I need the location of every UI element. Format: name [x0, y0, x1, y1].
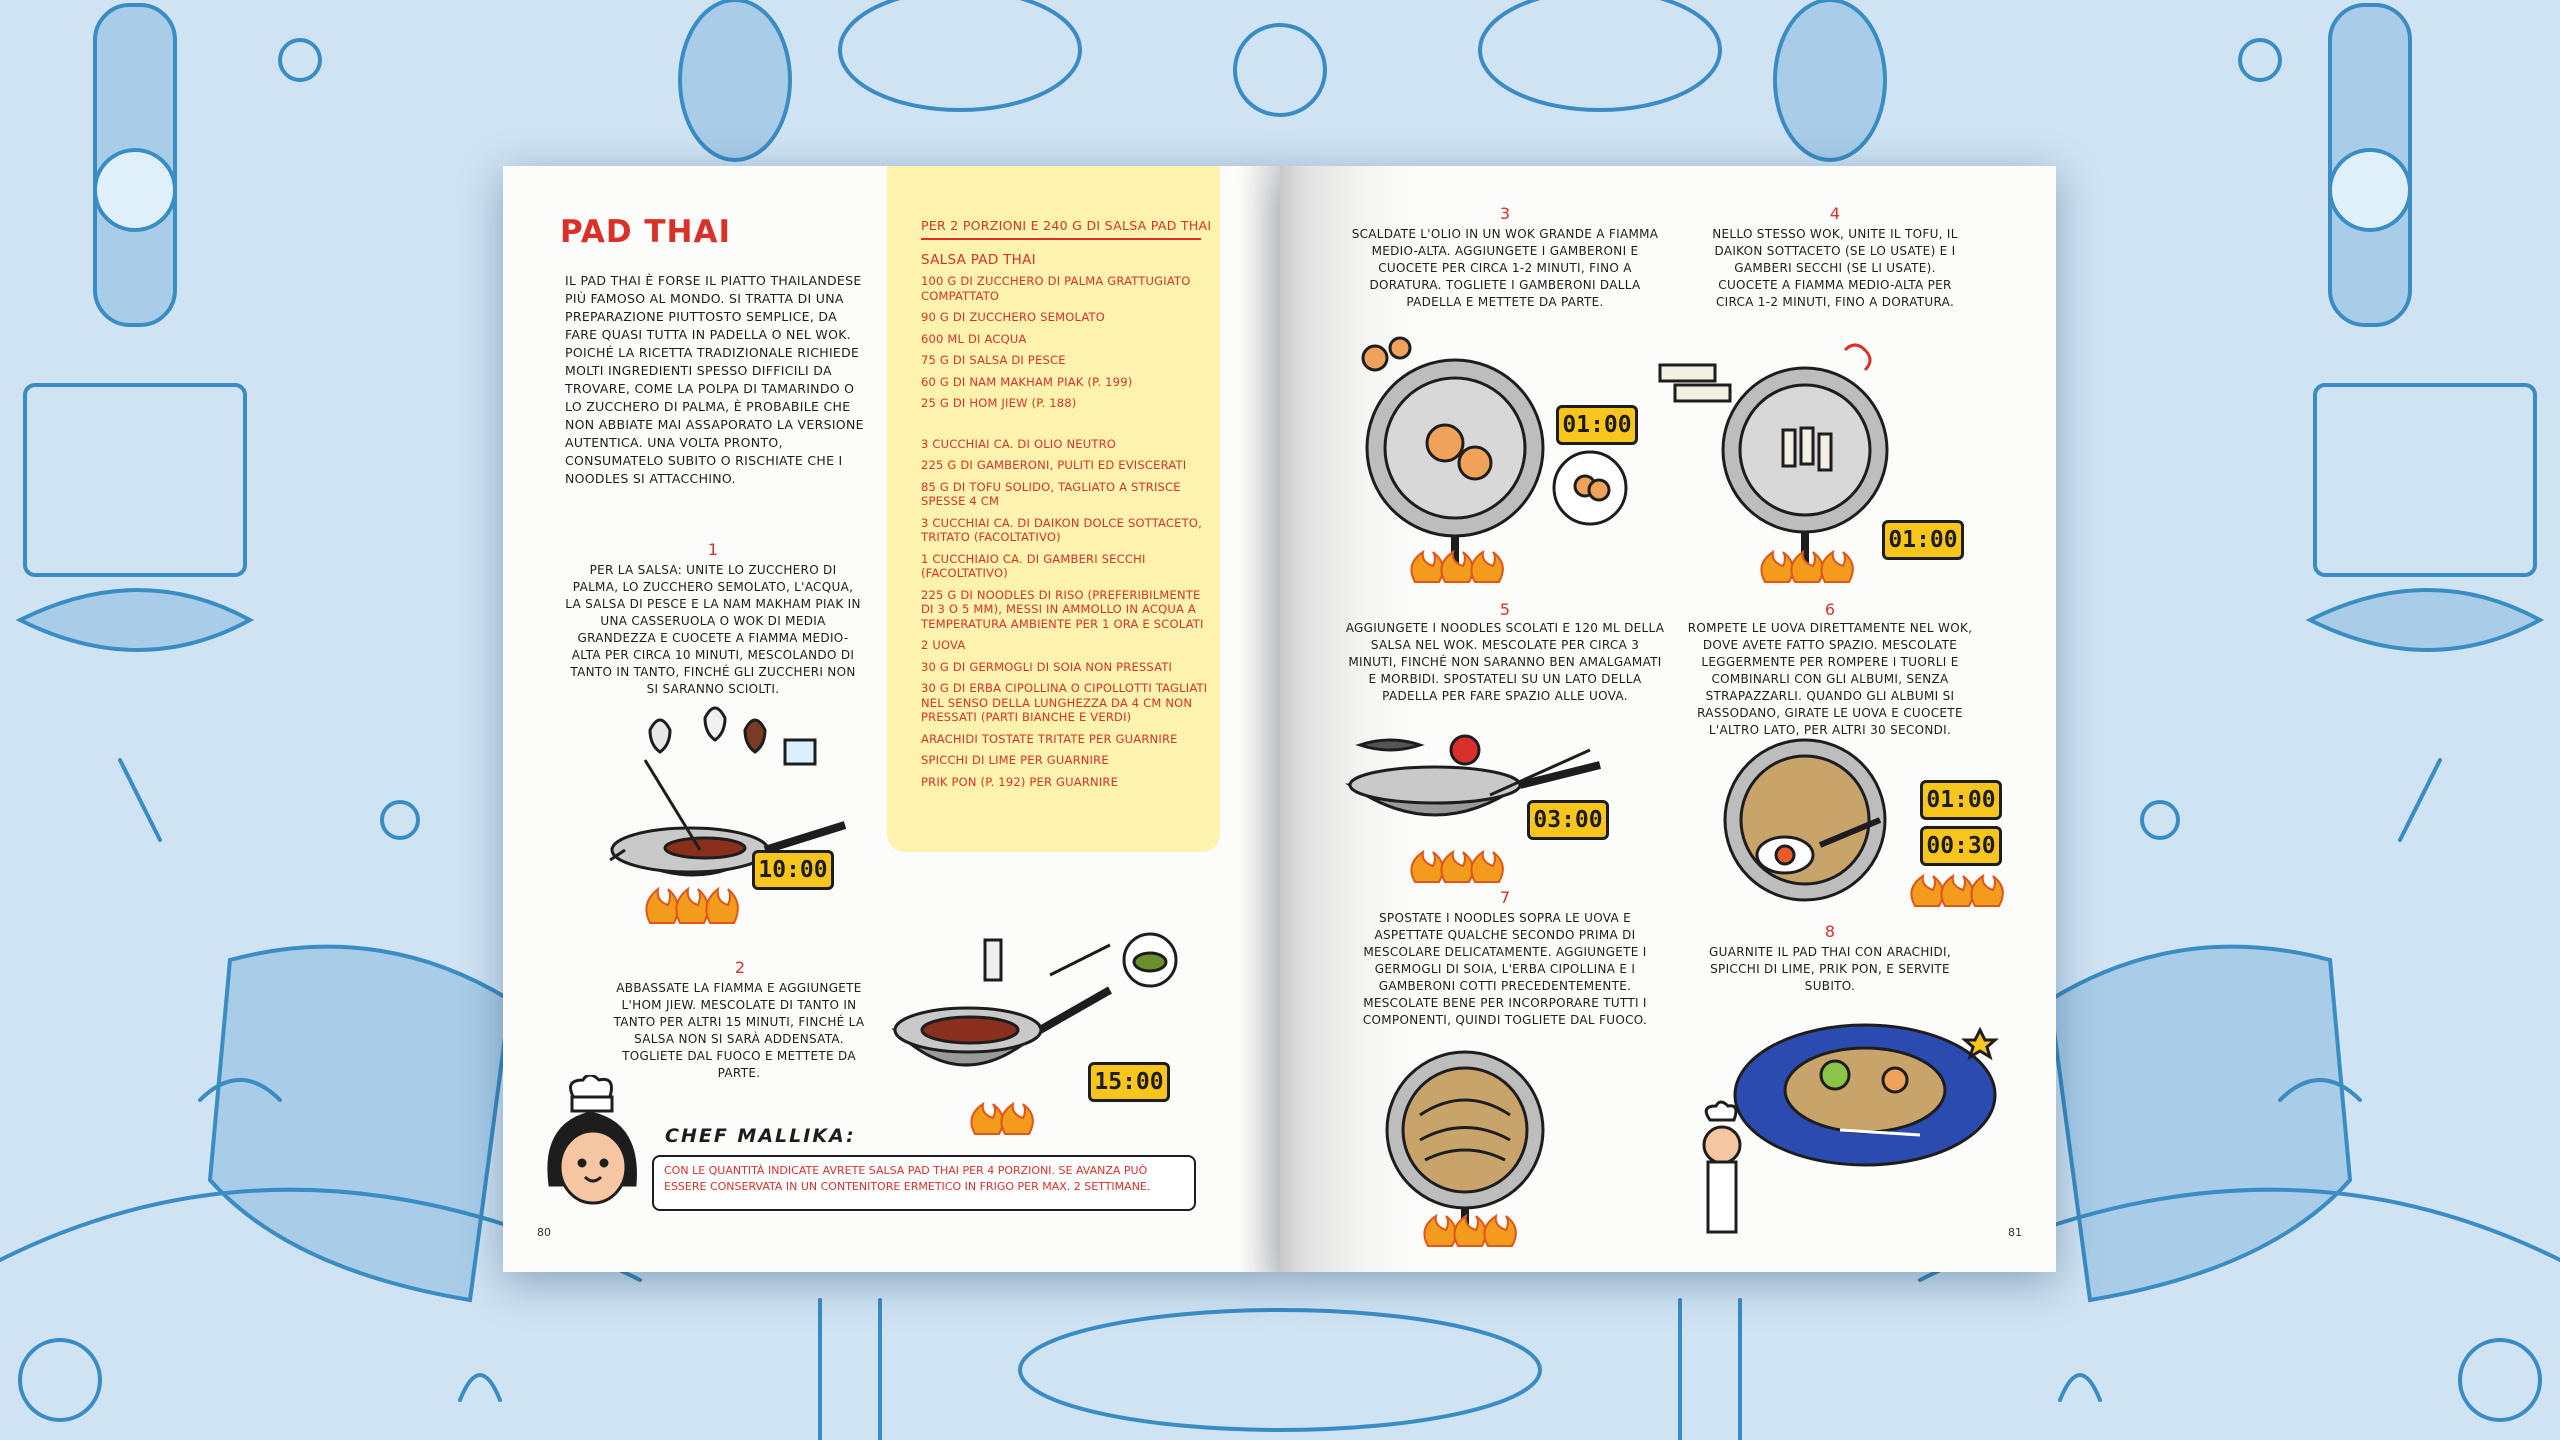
- timer-step-4: 01:00: [1882, 520, 1964, 560]
- wok-eggs-illustration: [1710, 735, 1910, 905]
- flame-icon: [1405, 548, 1505, 584]
- flame-icon: [640, 885, 740, 925]
- ingredient-item: 30 G DI ERBA CIPOLLINA O CIPOLLOTTI TAGLIATI NEL SENSO DELLA LUNGHEZZA DA 4 CM NON PRESSATI (PARTI BIANCHE E VERDI): [921, 681, 1208, 724]
- step-8-text: GUARNITE IL PAD THAI CON ARACHIDI, SPICCHI DI LIME, PRIK PON, E SERVITE SUBITO.: [1709, 945, 1951, 993]
- step-5-number: 5: [1499, 600, 1511, 619]
- ingredient-item: ARACHIDI TOSTATE TRITATE PER GUARNIRE: [921, 731, 1178, 746]
- flame-icon: [1755, 548, 1855, 584]
- timer-step-3: 01:00: [1556, 405, 1638, 445]
- served-pad-thai-illustration: [1680, 1010, 2010, 1250]
- flame-icon: [1405, 848, 1505, 884]
- intro-text: IL PAD THAI È FORSE IL PIATTO THAILANDESE PIÙ FAMOSO AL MONDO. SI TRATTA DI UNA PREPARAZIONE PIUTTOSTO SEMPLICE, DA FARE QUASI TUTTA IN PADELLA O NEL WOK. POICHÉ LA RICETTA TRADIZIONALE RICHIEDE MOLTI INGREDIENTI SPESSO DIFFICILI DA TROVARE, COME LA POLPA DI TAMARINDO O LO ZUCCHERO DI PALMA, È PROBABILE CHE NON ABBIATE MAI ASSAPORATO LA VERSIONE AUTENTICA. UNA VOLTA PRONTO, CONSUMATELO SUBITO O RISCHIATE CHE I NOODLES SI ATTACCHINO.: [565, 273, 864, 486]
- wok-tofu-illustration: [1655, 330, 1915, 580]
- sauce-ingredients-list: [921, 274, 1211, 796]
- step-4-text: NELLO STESSO WOK, UNITE IL TOFU, IL DAIKON SOTTACETO (SE LO USATE) E I GAMBERI SECCHI (SE LI USATE). CUOCETE A FIAMMA MEDIO-ALTA PER CIRCA 1-2 MINUTI, FINO A DORATURA.: [1712, 227, 1958, 309]
- ingredient-item: 2 UOVA: [921, 638, 966, 652]
- step-1-text: PER LA SALSA: UNITE LO ZUCCHERO DI PALMA, LO ZUCCHERO SEMOLATO, L'ACQUA, LA SALSA DI PESCE E LA NAM MAKHAM PIAK IN UNA CASSERUOLA O WOK DI MEDIA GRANDEZZA E CUOCETE A FIAMMA MEDIO-ALTA PER CIRCA 10 MINUTI, MESCOLANDO DI TANTO IN TANTO, FINCHÉ GLI ZUCCHERI NON SI SARANNO SCIOLTI.: [565, 563, 861, 696]
- chef-note-text: CON LE QUANTITÀ INDICATE AVRETE SALSA PAD THAI PER 4 PORZIONI. SE AVANZA PUÒ ESSERE CONSERVATA IN UN CONTENITORE ERMETICO IN FRIGO PER MAX. 2 SETTIMANE.: [664, 1164, 1151, 1193]
- recipe-title: PAD THAI: [560, 214, 732, 250]
- ingredient-item: 1 CUCCHIAIO CA. DI GAMBERI SECCHI (FACOLTATIVO): [921, 551, 1146, 580]
- header-divider: [921, 238, 1201, 240]
- ingredient-item: 100 G DI ZUCCHERO DI PALMA GRATTUGIATO COMPATTATO: [921, 274, 1191, 303]
- servings-header: PER 2 PORZIONI E 240 G DI SALSA PAD THAI: [921, 218, 1212, 233]
- step-2-text: ABBASSATE LA FIAMMA E AGGIUNGETE L'HOM JIEW. MESCOLATE DI TANTO IN TANTO PER ALTRI 15 MINUTI, FINCHÉ LA SALSA NON SI SARÀ ADDENSATA. TOGLIETE DAL FUOCO E METTETE DA PARTE.: [613, 981, 865, 1080]
- step-1-number: 1: [707, 540, 719, 559]
- step-2-number: 2: [734, 958, 746, 977]
- ingredient-item: 3 CUCCHIAI CA. DI OLIO NEUTRO: [921, 436, 1117, 451]
- step-7-text: SPOSTATE I NOODLES SOPRA LE UOVA E ASPETTATE QUALCHE SECONDO PRIMA DI MESCOLARE DELICATAMENTE. AGGIUNGETE I GERMOGLI DI SOIA, L'ERBA CIPOLLINA E I GAMBERONI COTTI PRECEDENTEMENTE. MESCOLATE BENE PER INCORPORARE TUTTI I COMPONENTI, QUINDI TOGLIETE DAL FUOCO.: [1362, 911, 1648, 1027]
- step-3-text: SCALDATE L'OLIO IN UN WOK GRANDE A FIAMMA MEDIO-ALTA. AGGIUNGETE I GAMBERONI E CUOCETE PER CIRCA 1-2 MINUTI, FINO A DORATURA. TOGLIETE I GAMBERONI DALLA PADELLA E METTETE DA PARTE.: [1351, 227, 1659, 309]
- ingredient-item: 600 ML DI ACQUA: [921, 331, 1027, 346]
- ingredients-panel: [887, 166, 1220, 852]
- chef-avatar: [540, 1075, 650, 1225]
- wok-prawns-illustration: [1345, 318, 1635, 578]
- step-7-number: 7: [1499, 888, 1511, 907]
- ingredient-item: 30 G DI GERMOGLI DI SOIA NON PRESSATI: [921, 659, 1173, 674]
- step-8-number: 8: [1824, 922, 1836, 941]
- ingredient-item: 60 G DI NAM MAKHAM PIAK (P. 199): [921, 374, 1133, 389]
- flame-icon: [1905, 872, 2005, 908]
- timer-step-6a: 01:00: [1920, 780, 2002, 820]
- ingredient-item: 25 G DI HOM JIEW (P. 188): [921, 396, 1077, 410]
- timer-step-2: 15:00: [1088, 1062, 1170, 1102]
- timer-step-1: 10:00: [752, 850, 834, 890]
- step-5-text: AGGIUNGETE I NOODLES SCOLATI E 120 ML DELLA SALSA NEL WOK. MESCOLATE PER CIRCA 3 MINUTI, FINCHÉ NON SARANNO BEN AMALGAMATI E MORBIDI. SPOSTATELI SU UN LATO DELLA PADELLA PER FARE SPAZIO ALLE UOVA.: [1345, 621, 1665, 703]
- step-6-text: ROMPETE LE UOVA DIRETTAMENTE NEL WOK, DOVE AVETE FATTO SPAZIO. MESCOLATE LEGGERMENTE PER ROMPERE I TUORLI E COMBINARLI CON GLI ALBUMI, SENZA STRAPAZZARLI. QUANDO GLI ALBUMI SI RASSODANO, GIRATE LE UOVA E CUOCETE L'ALTRO LATO, PER ALTRI 30 SECONDI.: [1687, 621, 1973, 737]
- ingredient-item: SPICCHI DI LIME PER GUARNIRE: [921, 753, 1109, 767]
- chef-name: CHEF MALLIKA:: [665, 1125, 856, 1147]
- ingredient-item: PRIK PON (P. 192) PER GUARNIRE: [921, 774, 1119, 789]
- page-number-right: 81: [2008, 1226, 2022, 1239]
- timer-step-5: 03:00: [1527, 800, 1609, 840]
- flame-icon: [1418, 1212, 1518, 1248]
- step-3-number: 3: [1499, 204, 1511, 223]
- step-6-number: 6: [1824, 600, 1836, 619]
- wok-thickening-illustration: [880, 930, 1200, 1140]
- ingredient-item: 75 G DI SALSA DI PESCE: [921, 353, 1066, 367]
- ingredient-item: 225 G DI GAMBERONI, PULITI ED EVISCERATI: [921, 458, 1187, 472]
- step-4-number: 4: [1829, 204, 1841, 223]
- chef-note-box: [652, 1155, 1196, 1211]
- ingredient-item: 90 G DI ZUCCHERO SEMOLATO: [921, 310, 1105, 324]
- flame-icon: [965, 1100, 1035, 1136]
- ingredient-item: 85 G DI TOFU SOLIDO, TAGLIATO A STRISCE SPESSE 4 CM: [921, 479, 1181, 508]
- wok-final-mix-illustration: [1380, 1045, 1550, 1235]
- sauce-title: SALSA PAD THAI: [921, 252, 1036, 268]
- timer-step-6b: 00:30: [1920, 826, 2002, 866]
- ingredient-item: 3 CUCCHIAI CA. DI DAIKON DOLCE SOTTACETO, TRITATO (FACOLTATIVO): [921, 515, 1202, 544]
- ingredient-item: 225 G DI NOODLES DI RISO (PREFERIBILMENTE DI 3 O 5 MM), MESSI IN AMMOLLO IN ACQUA A TEMPERATURA AMBIENTE PER 1 ORA E SCOLATI: [921, 587, 1204, 631]
- page-number-left: 80: [537, 1226, 551, 1239]
